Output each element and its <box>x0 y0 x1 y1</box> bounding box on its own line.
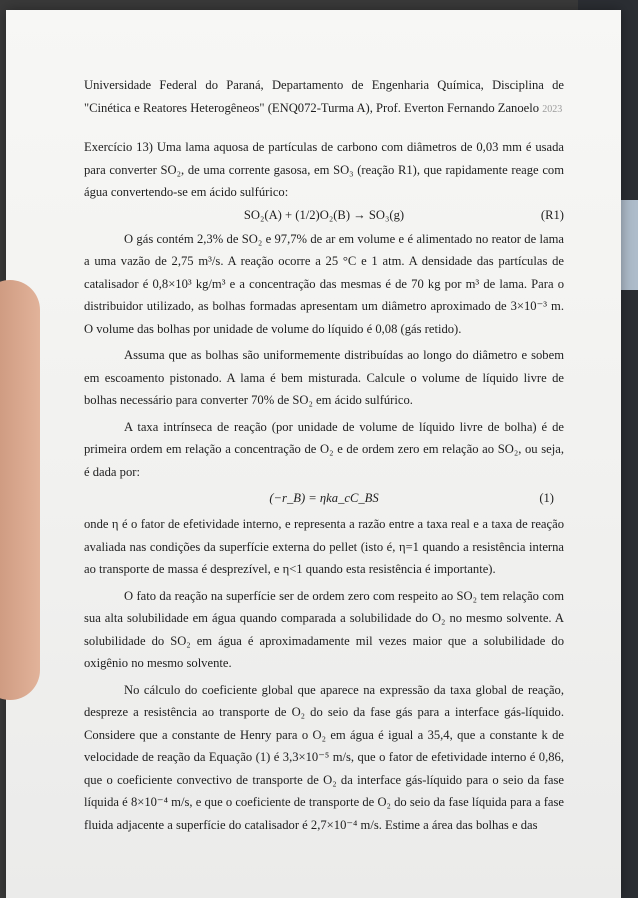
paragraph-effectiveness: onde η é o fator de efetividade interno, e representa a razão entre a taxa real e a taxa de reação avaliada nas condições da superfície externa do pellet (isto é, η=1 quando a resistência interna ao transporte de massa é desprezível, e η<1 quando esta resistência é importante). <box>84 517 564 576</box>
paper-sheet <box>6 10 621 898</box>
rate-equation <box>84 483 564 513</box>
header-text: Universidade Federal do Paraná, Departamento de Engenharia Química, Disciplina de "Cinética e Reatores Heterogêneos" (ENQ072-Turma A), Prof. Everton Fernando Zanoelo <box>84 78 564 115</box>
exercise-intro: Exercício 13) Uma lama aquosa de partículas de carbono com diâmetros de 0,03 mm é usada para converter SO₂, de uma corrente gasosa, em SO₃ (reação R1), que rapidamente reage com água convertendo-se em ácido sulfúrico: <box>84 140 564 199</box>
paragraph-gas-conditions: O gás contém 2,3% de SO₂ e 97,7% de ar em volume e é alimentado no reator de lama a uma vazão de 2,75 m³/s. A reação ocorre a 25 °C e 1 atm. A densidade das partículas de catalisador é 0,8×10³ kg/m³ e a concentração das mesmas é de 70 kg por m³ de lama. Para o distribuidor utilizado, as bolhas formadas apresentam um diâmetro aproximado de 3×10⁻³ m. O volume das bolhas por unidade de volume do líquido é 0,08 (gás retido). <box>84 231 564 336</box>
paragraph-assumptions: Assuma que as bolhas são uniformemente distribuídas ao longo do diâmetro e sobem em escoamento pistonado. A lama é bem misturada. Calcule o volume de líquido livre de bolhas necessário para converter 70% de SO₂ em ácido sulfúrico. <box>84 348 564 407</box>
paragraph-coefficients: No cálculo do coeficiente global que aparece na expressão da taxa global de reação, despreze a resistência ao transporte de O₂ do seio da fase gás para a interface gás-líquido. Considere que a constante de Henry para o O₂ em água é igual a 35,4, que a constante k de velocidade de reação da Equação (1) é 3,3×10⁻⁵ m/s, que o fator de efetividade interno é 0,86, que o coeficiente convectivo de transporte de O₂ da interface gás-líquido para o seio da fase líquida é 8×10⁻⁴ m/s, e que o coeficiente de transporte de O₂ do seio da fase líquida para a fase fluida adjacente a superfície do catalisador é 2,7×10⁻⁴ m/s. Estime a área das bolhas e das <box>84 682 564 832</box>
document-header <box>84 74 564 121</box>
rate-equation-text: (−r_B) = ηka_cC_BS <box>269 491 379 505</box>
reaction-equation-number: (R1) <box>540 207 564 222</box>
rate-equation-number: (1) <box>539 491 554 505</box>
header-suffix: 2023 <box>542 103 563 115</box>
hand-holding-paper <box>0 280 40 700</box>
reaction-equation <box>84 204 564 228</box>
paragraph-rate: A taxa intrínseca de reação (por unidade de volume de líquido livre de bolha) é de primeira ordem em relação a concentração de O₂ e de ordem zero em relação ao SO₂, ou seja, é dada por: <box>84 419 564 479</box>
reaction-equation-text: SO₂(A) + (1/2)O₂(B) → SO₃(g) <box>243 207 405 222</box>
paragraph-solubility: O fato da reação na superfície ser de ordem zero com respeito ao SO₂ tem relação com sua alta solubilidade em água quando comparada a solubilidade do O₂ no mesmo solvente. A solubilidade do SO₂ em água é aproximadamente mil vezes maior que a solubilidade do oxigênio no mesmo solvente. <box>84 588 564 670</box>
document-body <box>84 74 564 836</box>
